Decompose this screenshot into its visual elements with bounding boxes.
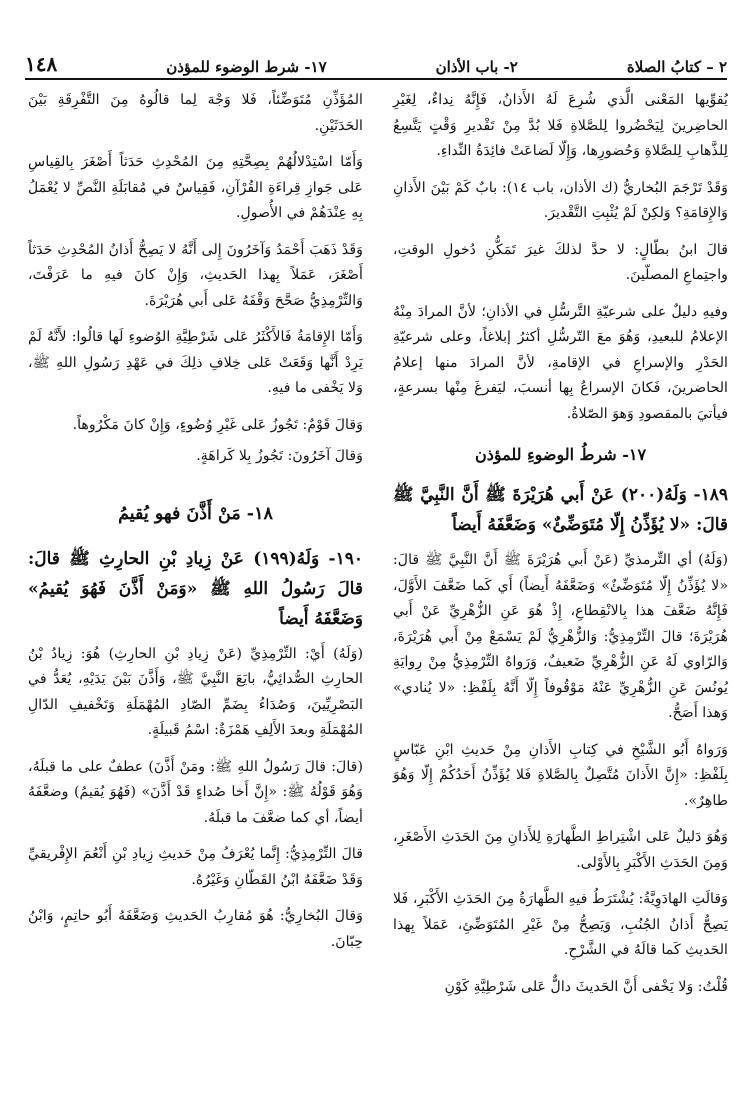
paragraph: (وَلَهُ) أي التِّرمذيِّ (عَنْ أَبي هُرَيْرَةَ ﷺ أَنَّ النَّبِيَّ ﷺ قالَ: «لا يُؤَذِّنُ إِلّا مُتَوَضِّئٌ» وَضَعَّفَهُ أَيضاً) أَي كَما ضَعَّفَ الأَوَّلَ، فَإِنَّهُ ضَعَّفَ هذا بِالانْقِطاعِ، إِذْ هُوَ عَنِ الزُّهْرِيِّ عَنْ أَبي هُرَيْرَةَ؛ قالَ التِّرْمِذِيُّ: وَالزُّهْرِيُّ لَمْ يَسْمَعْ مِنْ أَبي هُرَيْرَةَ، وَالرّاوي لَهُ عَنِ الزُّهْرِيِّ ضَعيفٌ، وَرَواهُ التِّرْمِذِيُّ مِنْ رِوايَةِ يُونُسَ عَنِ الزُّهْرِيِّ عَنْهُ مَوْقُوفاً إِلّا أَنَّهُ بِلَفْظِ: «لا يُنادي» وَهذا أَصَحُّ.: [393, 552, 728, 721]
section-heading-17: ١٧- شرطُ الوضوءِ للمؤذن: [474, 445, 647, 464]
paragraph: وَأَمّا اسْتِدْلالُهُمْ بِصِحَّتِهِ مِنَ المُحْدِثِ حَدَثاً أَصْغَرَ بِالقِياسِ عَلى جَوازِ قِراءَةِ القُرْآنِ، فَقِياسٌ في مُقابَلَةِ النَّصِّ لا يُعْمَلُ بِهِ عِنْدَهُمْ في الأُصولِ.: [28, 154, 363, 221]
hadith-190: ١٩٠- وَلَهُ(١٩٩) عَنْ زِيادِ بْنِ الحارِثِ ﷺ قالَ: قالَ رَسُولُ اللهِ ﷺ «وَمَنْ أَذَّنَ فَهُوَ يُقيمُ» وَضَعَّفَهُ أَيضاً: [28, 548, 363, 629]
section-heading-18: ١٨- مَنْ أَذَّنَ فهو يُقيمُ: [118, 503, 273, 524]
running-header: [25, 46, 727, 76]
paragraph: (قالَ: قالَ رَسُولُ اللهِ ﷺ: ومَنْ أَذَّنَ) عطفٌ على ما قبلَهُ، وَهُوَ قَوْلُهُ ﷺ: «إِنَّ أَخا صُداءٍ قَدْ أَذَّنَ» (فَهُوَ يُقيمُ) وضعَّفَهُ أيضاً، أي كما ضعَّفَ ما قبلَهُ.: [28, 758, 363, 826]
header-chapter-title: ٢- باب الأذان: [435, 58, 518, 76]
paragraph: المُؤَذِّنِ مُتَوَضِّئاً، فَلا وَجْهَ لِما قالُوهُ مِنَ التَّفْرِقَةِ بَيْنَ الحَدَثَيْنِ.: [28, 92, 363, 134]
paragraph: وَقالَ قَوْمٌ: تَجُوزُ عَلى غَيْرِ وُضُوءٍ، وَإِنْ كانَ مَكْرُوهاً.: [72, 416, 363, 433]
paragraph: وَقالَتِ الهادَوِيَّةُ: يُشْتَرَطُ فيهِ الطَّهارَةُ مِنَ الحَدَثِ الأَكْبَرِ، فَلا يَصِحُّ أَذانُ الجُنُبِ، وَيَصِحُّ مِنْ غَيْرِ المُتَوَضِّئِ، عَمَلاً بِهذا الحَديثِ كَما قالَهُ في الشَّرْحِ.: [393, 891, 728, 958]
paragraph: وَقالَ آخَرُونَ: تَجُوزُ بِلا كَراهَةٍ.: [196, 448, 363, 464]
paragraph: قالَ التِّرْمِذِيُّ: إِنَّما يُعْرَفُ مِنْ حَديثِ زِيادِ بْنِ أَنْعُمَ الإِفْريقيِّ وَقَدْ ضَعَّفَهُ ابْنُ القَطّانِ وَغَيْرُهُ.: [28, 846, 363, 888]
paragraph: وَقَدْ تَرْجَمَ البُخاريُّ (ك الأذان، باب ١٤): بابٌ كَمْ بَيْنَ الأَذانِ وَالإِقامَةِ؟ وَلكِنْ لَمْ يُثْبِتِ التَّقْديرَ.: [393, 179, 729, 221]
right-column: [393, 88, 728, 1011]
left-column: [28, 88, 363, 966]
paragraph: وَرَواهُ أَبُو الشَّيْخِ في كِتابِ الأَذانِ مِنْ حَديثِ ابْنِ عَبّاسٍ بِلَفْظِ: «إِنَّ الأَذانَ مُتَّصِلٌ بِالصَّلاةِ فَلا يُؤَذِّنُ أَحَدُكُمْ إِلّا وَهُوَ طاهِرٌ».: [393, 741, 728, 809]
paragraph: وَهُوَ دَليلٌ عَلى اشْتِراطِ الطَّهارَةِ لِلأَذانِ مِنَ الحَدَثِ الأَصْغَرِ، وَمِنَ الحَدَثِ الأَكْبَرِ بِالأَوْلى.: [393, 829, 728, 871]
header-divider: [25, 78, 727, 80]
header-section-title: ١٧- شرط الوضوء للمؤذن: [166, 58, 327, 76]
paragraph: يُقوِّيها المَعْنى الَّذي شُرِعَ لَهُ الأَذانُ، فَإِنَّهُ نِداءٌ، لِغَيْرِ الحاضِرينَ لِيَحْضُروا لِلصَّلاةِ فَلا بُدَّ مِنْ تَقْديرِ وَقْتٍ يَتَّسِعُ لِلذَّهابِ لِلصَّلاةِ وَحُضورِها، وَإِلّا لَضاعَتْ فائِدَةُ النِّداءِ.: [393, 92, 728, 159]
page-number: ١٤٨: [25, 52, 58, 76]
paragraph: (وَلَهُ) أَيْ: التِّرْمِذِيِّ (عَنْ زِيادِ بْنِ الحارِثِ) هُوَ: زِيادُ بْنُ الحارِثِ الصُّدائِيُّ، بايَعَ النَّبِيَّ ﷺ، وَأَذَّنَ بَيْنَ يَدَيْهِ، يُعَدُّ في البَصْرِيِّينَ، وَصُدَاءُ بِضَمِّ الصّادِ المُهْمَلَةِ وَتَخْفيفِ الدّالِ المُهْمَلَةِ وبعدَ الأَلِفِ هَمْزَةٌ: اسْمُ قَبيلَةٍ.: [28, 645, 363, 738]
paragraph: وفيهِ دليلٌ على شرعيّةِ التَّرسُّلِ في الأذانِ؛ لأنَّ المرادَ مِنْهُ الإعلامُ للبعيدِ، وَهُوَ معَ التّرسُّلِ أكثرُ إبلاغاً، وعلى شرعيّةِ الحَدْرِ والإسراعِ في الإقامةِ، لأنَّ المرادَ منها إعلامُ الحاضرينَ، فَكانَ الإسراعُ بِها أنسبَ، ليَفرغَ مِنْها بسرعةٍ، فيأتيَ بالمقصودِ وَهوَ الصّلاةُ.: [393, 303, 728, 422]
paragraph: قالَ ابنُ بطّالٍ: لا حدَّ لذلكَ غيرَ تَمَكُّنِ دُخولِ الوقتِ، واجتِماعِ المصلّينَ.: [393, 241, 728, 283]
paragraph: قُلْتُ: وَلا يَخْفى أَنَّ الحَديثَ دالٌّ عَلى شَرْطِيَّةِ كَوْنِ: [444, 978, 728, 995]
paragraph: وَأَمّا الإِقامَةُ فَالأَكْثَرُ عَلى شَرْطِيَّةِ الوُضوءِ لَها قالُوا: لأَنَّهُ لَمْ يَرِدْ أَنَّها وَقَعَتْ عَلى خِلافِ ذلِكَ في عَهْدِ رَسُولِ اللهِ ﷺ، وَلا يَخْفى ما فيهِ.: [28, 329, 363, 396]
hadith-189: ١٨٩- وَلَهُ(٢٠٠) عَنْ أَبي هُرَيْرَةَ ﷺ أَنَّ النَّبِيَّ ﷺ قالَ: «لا يُؤَذِّنُ إِلّا مُتَوَضِّئٌ» وَضَعَّفَهُ أَيضاً: [393, 485, 728, 535]
paragraph: وَقالَ البُخارِيُّ: هُوَ مُقارِبُ الحَديثِ وَضَعَّفَهُ أَبُو حاتِمٍ، وَابْنُ حِبّانَ.: [28, 908, 363, 950]
paragraph: وَقَدْ ذَهَبَ أَحْمَدُ وَآخَرُونَ إِلى أَنَّهُ لا يَصِحُّ أَذانُ المُحْدِثِ حَدَثاً أَصْغَرَ، عَمَلاً بِهذا الحَديثِ، وَإِنْ كانَ فيهِ ما عَرَفْتَ، وَالتِّرْمِذِيُّ صَحَّحَ وَقْفَهُ عَلى أَبي هُرَيْرَةَ.: [28, 241, 363, 309]
header-book-title: ٢ – كتابُ الصلاة: [626, 58, 727, 76]
